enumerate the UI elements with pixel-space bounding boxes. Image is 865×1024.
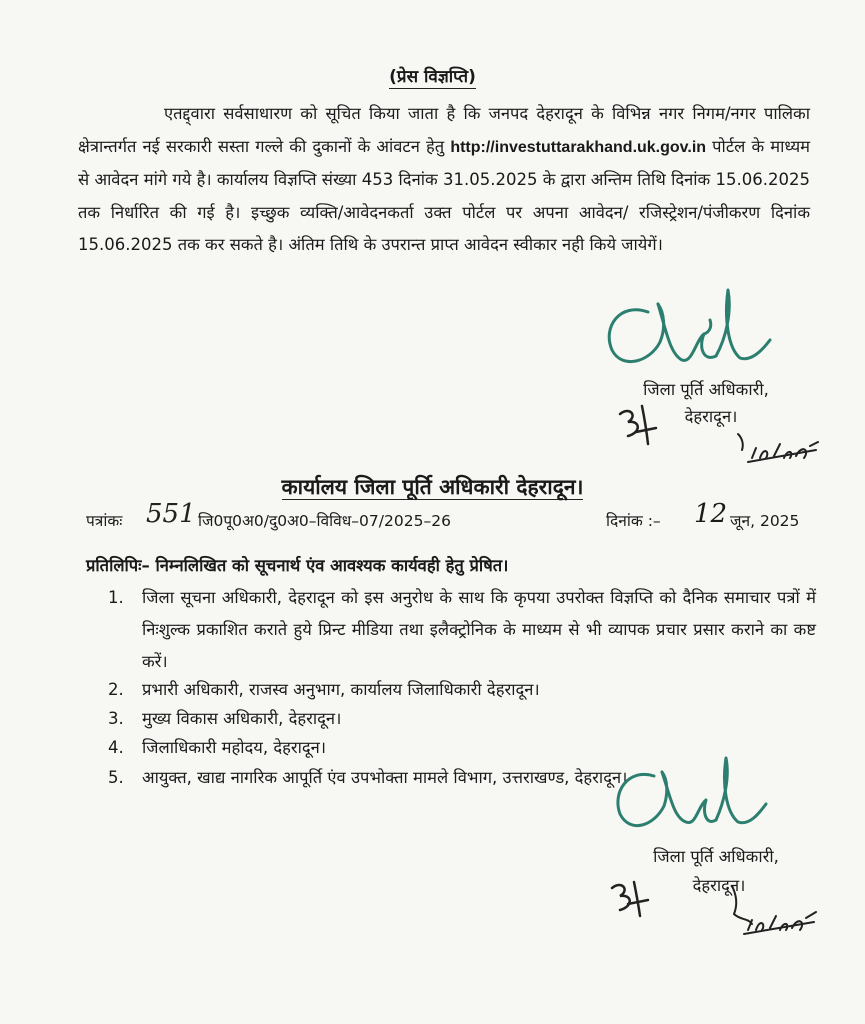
portal-url: http://investuttarakhand.uk.gov.in <box>450 138 707 156</box>
list-item-number: 4. <box>108 738 124 757</box>
press-release-title: (प्रेस विज्ञप्ति) <box>389 67 476 87</box>
date-month-year: जून, 2025 <box>730 512 800 530</box>
press-release-body <box>78 98 810 262</box>
list-item-number: 3. <box>108 709 124 728</box>
designation-title: जिला पूर्ति अधिकारी, <box>653 847 779 866</box>
officer-signature-2 <box>610 752 780 842</box>
list-item-text: जिलाधिकारी महोदय, देहरादून। <box>142 738 327 757</box>
file-code: जि0पू0अ0/दु0अ0–विविध–07/2025–26 <box>198 512 451 530</box>
reference-line <box>86 499 806 530</box>
list-item <box>108 582 816 678</box>
officer-signature-1 <box>600 282 800 382</box>
list-item-text: प्रभारी अधिकारी, राजस्व अनुभाग, कार्यालय जिलाधिकारी देहरादून। <box>142 680 540 699</box>
list-item-text: जिला सूचना अधिकारी, देहरादून को इस अनुरोध के साथ कि कृपया उपरोक्त विज्ञप्ति को दैनिक समाचार पत्रों में निःशुल्क प्रकाशित कराते हुये प्रिन्ट मीडिया तथा इलैक्ट्रोनिक के माध्यम से भी व्यापक प्रचार प्रसार कराने का कष्ट करें। <box>142 588 816 671</box>
designation-block-2 <box>616 842 816 900</box>
designation-block-1 <box>606 376 806 430</box>
date-label: दिनांक :– <box>606 512 661 530</box>
list-item-text: आयुक्त, खाद्य नागरिक आपूर्ति एंव उपभोक्ता मामले विभाग, उत्तराखण्ड, देहरादून। <box>142 768 628 787</box>
signature-date-scribble-1 <box>734 428 824 470</box>
office-heading: कार्यालय जिला पूर्ति अधिकारी देहरादून। <box>281 475 584 499</box>
letter-number-handwritten: 551 <box>146 499 196 529</box>
letter-number-label: पत्रांकः <box>86 512 123 530</box>
list-item-number: 2. <box>108 680 124 699</box>
list-item-text: मुख्य विकास अधिकारी, देहरादून। <box>142 709 342 728</box>
date-day-handwritten: 12 <box>694 499 728 529</box>
list-item-number: 5. <box>108 768 124 787</box>
body-text-part-2: पोर्टल के माध्यम से आवेदन मांगे गये है। कार्यालय विज्ञप्ति संख्या 453 दिनांक 31.05.2025 के द्वारा अन्तिम तिथि दिनांक 15.06.2025 तक निर्धारित की गई है। इच्छुक व्यक्ति/आवेदनकर्ता उक्त पोर्टल पर अपना आवेदन/ रजिस्ट्रेशन/पंजीकरण दिनांक 15.06.2025 तक कर सकते है। अंतिम तिथि के उपरान्त प्राप्त आवेदन स्वीकार नही किये जायेगें। <box>78 136 811 254</box>
designation-place: देहरादून। <box>692 876 746 895</box>
designation-place: देहरादून। <box>684 407 738 426</box>
copy-to-heading: प्रतिलिपिः– निम्नलिखित को सूचनार्थ एंव आवश्यक कार्यवही हेतु प्रेषित। <box>86 556 509 575</box>
list-item-number: 1. <box>108 588 124 607</box>
body-text-part-1: एतद्द्वारा सर्वसाधारण को सूचित किया जाता है कि जनपद देहरादून के विभिन्न नगर निगम/नगर पालिका क्षेत्रान्तर्गत नई सरकारी सस्ता गल्ले की दुकानों के आंवटन हेतु <box>78 104 810 156</box>
designation-title: जिला पूर्ति अधिकारी, <box>643 380 769 399</box>
